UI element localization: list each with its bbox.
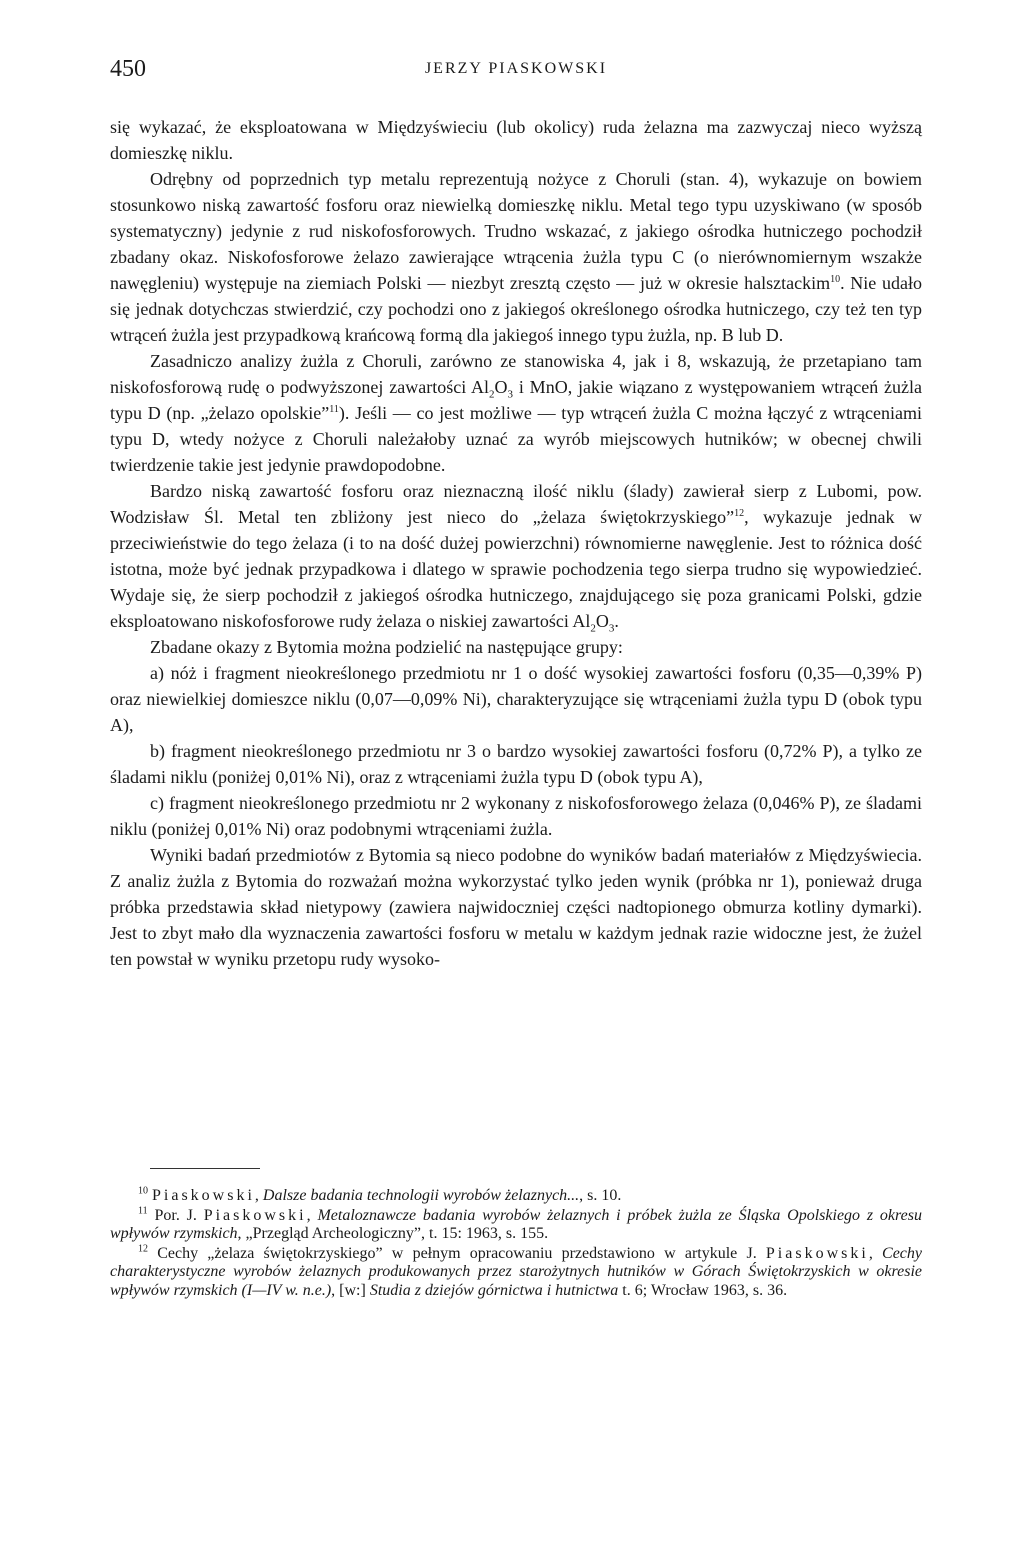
paragraph <box>110 478 922 634</box>
text-run: Odrębny od poprzednich typ metalu reprezentują nożyce z Choruli (stan. 4), wykazuje on bowiem stosunkowo niską zawartość fosforu oraz niewielką domieszkę niklu. Metal tego typu uzyskiwano (w sposób systematyczny) jedynie z rud niskofosforowych. Trudno wskazać, z jakiego ośrodka hutniczego pochodził zbadany okaz. Niskofosforowe żelazo zawierające wtrącenia żużla typu C (o nierównomiernym wszakże nawęgleniu) występuje na ziemiach Polski — niezbyt zresztą często — już w okresie halsztackim <box>110 169 922 293</box>
page-header <box>110 56 922 92</box>
text-run: Cechy „żelaza świętokrzyskiego” w pełnym opracowaniu przedstawiono w artykule J. <box>148 1244 766 1262</box>
title-italic: Studia z dziejów górnictwa i hutnictwa <box>369 1281 619 1299</box>
list-item <box>110 660 922 738</box>
text-run: się wykazać, że eksploatowana w Międzyświeciu (lub okolicy) ruda żelazna ma zazwyczaj nieco wyższą domieszkę niklu. <box>110 117 922 163</box>
text-run: Bardzo niską zawartość fosforu oraz nieznaczną ilość niklu (ślady) zawierał sierp z Lubomi, pow. Wodzisław Śl. Metal ten zbliżony jest nieco do „żelaza świętokrzyskiego” <box>110 481 922 527</box>
subscript: 3 <box>507 388 514 401</box>
text-run: Zbadane okazy z Bytomia można podzielić na następujące grupy: <box>150 637 623 657</box>
paragraph <box>110 114 922 166</box>
text-run: . Nie udało się jednak dotychczas stwierdzić, czy pochodzi ono z jakiegoś określonego ośrodka hutniczego, czy też ten typ wtrąceń żużla jest przypadkową krańcową formą dla jakiegoś innego typu żużla, np. B lub D. <box>110 273 922 345</box>
page-number: 450 <box>110 56 146 82</box>
author-name: Piaskowski <box>203 1206 307 1224</box>
text-run: Wyniki badań przedmiotów z Bytomia są nieco podobne do wyników badań materiałów z Międzyświecia. Z analiz żużla z Bytomia do rozważań można wykorzystać tylko jeden wynik (próbka nr 1), ponieważ druga próbka przedstawia skład nietypowy (zawiera najwidoczniej części nadtopionego obmurza kotliny dymarki). Jest to zbyt mało dla wyznaczenia zawartości fosforu w metalu w każdym jednak razie widoczne jest, że żużel ten powstał w wyniku przetopu rudy wysoko- <box>110 845 922 969</box>
text-run: , „Przegląd Archeologiczny”, t. 15: 1963, s. 155. <box>237 1225 549 1243</box>
text-run: b) fragment nieokreślonego przedmiotu nr 3 o bardzo wysokiej zawartości fosforu (0,72% P), a tylko ze śladami niklu (poniżej 0,01% Ni), oraz z wtrąceniami żużla typu D (obok typu A), <box>110 741 922 787</box>
text-run: , <box>254 1187 263 1204</box>
body-text <box>110 114 922 972</box>
running-title: JERZY PIASKOWSKI <box>424 60 608 77</box>
footnote-ref: 11 <box>329 404 339 415</box>
list-item <box>110 790 922 842</box>
paragraph <box>110 348 922 478</box>
title-italic: Cechy charakterystyczne wyrobów żelaznych produkowanych przez starożytnych hutników w Górach Świętokrzyskich w okresie wpływów rzymskich (I—IV w. n.e.) <box>110 1244 922 1299</box>
footnote-ref: 12 <box>734 508 745 519</box>
author-name: Piaskowski <box>765 1244 869 1262</box>
title-italic: Dalsze badania technologii wyrobów żelaznych... <box>262 1187 580 1204</box>
footnote-ref: 10 <box>830 274 841 285</box>
text-run: O <box>494 377 508 397</box>
text-run: c) fragment nieokreślonego przedmiotu nr 2 wykonany z niskofosforowego żelaza (0,046% P), ze śladami niklu (poniżej 0,01% Ni) oraz podobnymi wtrąceniami żużla. <box>110 793 922 839</box>
text-run: i MnO, jakie wiązano z występowaniem wtrąceń żużla typu D (np. „żelazo opolskie” <box>110 377 922 423</box>
footnotes <box>110 1187 922 1301</box>
text-run: , <box>306 1206 318 1224</box>
text-run: ). Jeśli — co jest możliwe — typ wtrąceń żużla C można łączyć z wtrąceniami typu D, wtedy nożyce z Choruli należałoby uznać za wyrób miejscowych hutników; w obecnej chwili twierdzenie takie jest jedynie prawdopodobne. <box>110 403 923 475</box>
text-run: Por. J. <box>147 1206 204 1224</box>
paragraph <box>110 634 922 660</box>
subscript: 2 <box>590 622 596 635</box>
footnote-ref: 12 <box>138 1243 148 1255</box>
text-run: , s. 10. <box>579 1187 622 1204</box>
text-run: , wykazuje jednak w przeciwieństwie do tego żelaza (i to na dość dużej powierzchni) równomierne nawęglenie. Jest to różnica dość istotna, może być jednak przypadkowa i dlatego w sprawie pochodzenia tego sierpa trudno się wypowiedzieć. Wydaje się, że sierp pochodził z jakiegoś ośrodka hutniczego, znajdującego się poza granicami Polski, gdzie eksploatowano niskofosforowe rudy żelaza o niskiej zawartości Al <box>110 507 923 631</box>
footnote <box>110 1187 922 1206</box>
text-run: O <box>595 611 609 631</box>
text-run: , <box>868 1244 883 1262</box>
text-run: a) nóż i fragment nieokreślonego przedmiotu nr 1 o dość wysokiej zawartości fosforu (0,35—0,39% P) oraz niewielkiej domieszce niklu (0,07—0,09% Ni), charakteryzujące się wtrąceniami żużla typu D (obok typu A), <box>110 663 922 735</box>
paragraph <box>110 842 922 972</box>
footnote-ref: 10 <box>138 1185 148 1197</box>
text-run: , [w:] <box>331 1281 370 1299</box>
footnote <box>110 1245 922 1301</box>
subscript: 3 <box>608 622 615 635</box>
author-name: Piaskowski <box>152 1187 255 1204</box>
paragraph <box>110 166 922 348</box>
footnote-ref: 11 <box>138 1205 148 1217</box>
footnote <box>110 1207 922 1244</box>
text-run: t. 6; Wrocław 1963, s. 36. <box>618 1281 788 1299</box>
footnote-separator <box>150 1168 260 1169</box>
text-run: . <box>614 611 619 631</box>
subscript: 2 <box>489 388 495 401</box>
title-italic: Metaloznawcze badania wyrobów żelaznych i próbek żużla ze Śląska Opolskiego z okresu wpływów rzymskich <box>110 1206 922 1243</box>
list-item <box>110 738 922 790</box>
text-run: Zasadniczo analizy żużla z Choruli, zarówno ze stanowiska 4, jak i 8, wskazują, że przetapiano tam niskofosforową rudę o podwyższonej zawartości Al <box>110 351 922 397</box>
